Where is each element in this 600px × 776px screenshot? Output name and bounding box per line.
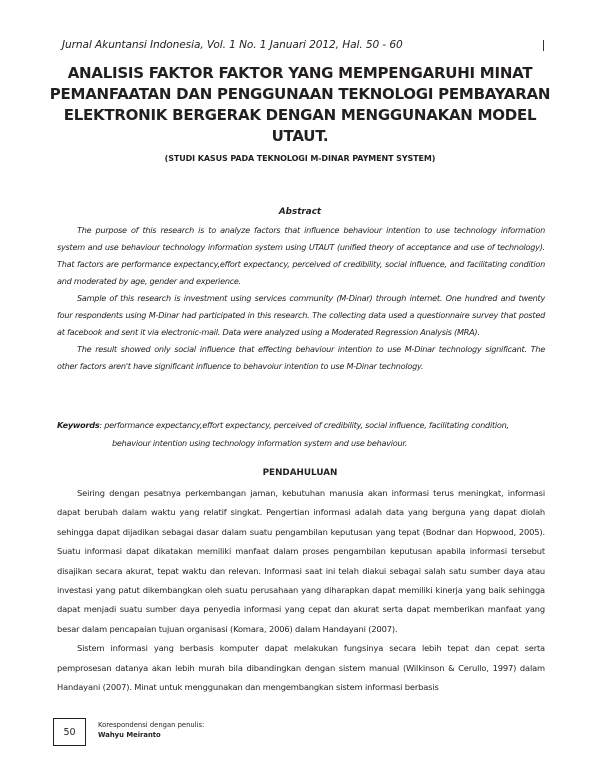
abstract-heading: Abstract bbox=[278, 207, 322, 217]
keywords-label: Keywords bbox=[57, 420, 100, 430]
keywords-line bbox=[57, 416, 545, 434]
correspondence-author: Wahyu Meiranto bbox=[98, 731, 161, 739]
abstract-body bbox=[57, 222, 545, 375]
paper-subtitle: (STUDI KASUS PADA TEKNOLOGI M-DINAR PAYMENT SYSTEM) bbox=[164, 154, 436, 163]
keywords-list-continued: behaviour intention using technology information system and use behaviour. bbox=[112, 438, 408, 448]
keywords-block bbox=[57, 416, 545, 452]
keywords-list: : performance expectancy,effort expectancy, perceived of credibility, social influence, facilitating condition, bbox=[99, 420, 509, 430]
section-body bbox=[57, 484, 545, 697]
page-number: 50 bbox=[53, 718, 86, 746]
abstract-paragraph: The result showed only social influence that effecting behaviour intention to use M-Dinar technology significant. The other factors aren't have significant influence to behavoiur intention to use M-Dinar technology. bbox=[57, 344, 545, 371]
header-divider bbox=[543, 40, 544, 51]
correspondence-label: Korespondensi dengan penulis: bbox=[98, 721, 205, 729]
body-paragraph: Seiring dengan pesatnya perkembangan jaman, kebutuhan manusia akan informasi terus meningkat, informasi dapat berubah dalam waktu yang relatif singkat. Pengertian informasi adalah data yang berguna yang dapat diolah sehingga dapat dijadikan sebagai dasar dalam suatu pengambilan keputusan yang tepat (Bodnar dan Hopwood, 2005). Suatu informasi dapat dikatakan memiliki manfaat dalam proses pengambilan keputusan apabila informasi tersebut disajikan secara akurat, tepat waktu dan relevan. Informasi saat ini telah diakui sebagai salah satu sumber daya atau investasi yang patut dikembangkan oleh suatu perusahaan yang diharapkan dapat memiliki kinerja yang baik sehingga dapat menjadi suatu sumber daya penyedia informasi yang cepat dan akurat serta dapat memberikan manfaat yang besar dalam pencapaian tujuan organisasi (Komara, 2006) dalam Handayani (2007). bbox=[57, 488, 545, 634]
journal-header: Jurnal Akuntansi Indonesia, Vol. 1 No. 1 Januari 2012, Hal. 50 - 60 bbox=[62, 39, 403, 51]
correspondence-footnote bbox=[98, 720, 204, 740]
body-paragraph: Sistem informasi yang berbasis komputer dapat melakukan fungsinya secara lebih tepat dan cepat serta pemprosesan datanya akan lebih murah bila dibandingkan dengan sistem manual (Wilkinson & Cerullo, 1997) dalam Handayani (2007). Minat untuk menggunakan dan mengembangkan sistem informasi berbasis bbox=[57, 643, 545, 693]
abstract-paragraph: The purpose of this research is to analyze factors that influence behaviour intention to use technology information system and use behaviour technology information system using UTAUT (unified theory of acceptance and use of technology). That factors are performance expectancy,effort expectancy, perceived of credibility, social influence, and facilitating condition and moderated by age, gender and experience. bbox=[57, 225, 545, 286]
abstract-paragraph: Sample of this research is investment using services community (M-Dinar) through internet. One hundred and twenty four respondents using M-Dinar had participated in this research. The collecting data used a questionnaire survey that posted at facebook and sent it via electronic-mail. Data were analyzed using a Moderated Regression Analysis (MRA). bbox=[57, 293, 545, 337]
section-heading: PENDAHULUAN bbox=[262, 468, 338, 478]
paper-title: ANALISIS FAKTOR FAKTOR YANG MEMPENGARUHI MINAT PEMANFAATAN DAN PENGGUNAAN TEKNOLOGI PEMBAYARAN ELEKTRONIK BERGERAK DENGAN MENGGUNAKAN MODEL UTAUT. bbox=[49, 64, 551, 145]
